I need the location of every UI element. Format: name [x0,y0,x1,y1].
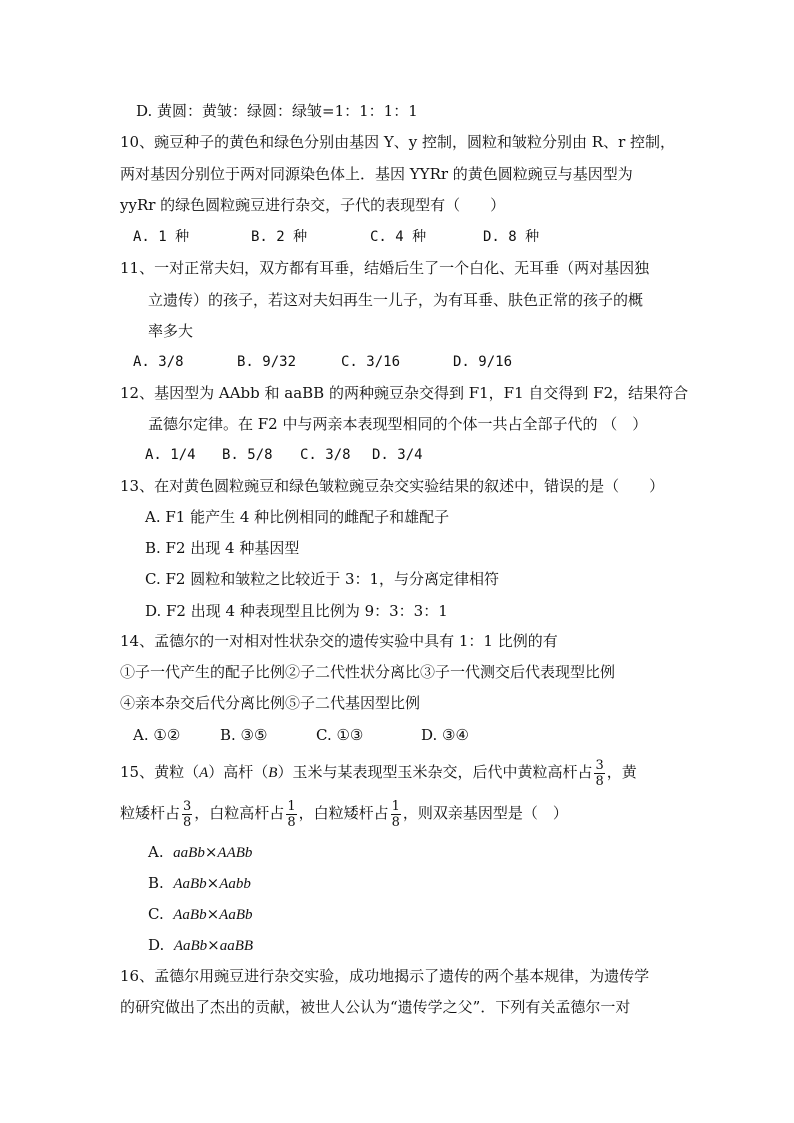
q13-stem: 13、在对黄色圆粒豌豆和绿色皱粒豌豆杂交实验结果的叙述中，错误的是（ ） [120,477,665,495]
q13-option-b: B. F2 出现 4 种基因型 [145,539,300,557]
q15-option-a [148,845,252,861]
genotype-right: Aabb [219,876,251,892]
q15-text-1c: ）玉米与某表现型玉米杂交，后代中黄粒高杆占 [277,763,593,781]
q11-stem-line2: 立遗传）的孩子，若这对夫妇再生一儿子，为有耳垂、肤色正常的孩子的概 [148,291,644,309]
q11-option-a: A. 3/8 [133,354,184,370]
q14-option-d: D. ③④ [421,726,469,744]
q14-option-c: C. ①③ [316,726,364,744]
cross-symbol: × [207,936,220,954]
q12-option-a: A. 1/4 [145,447,196,463]
q13-option-a: A. F1 能产生 4 种比例相同的雌配子和雄配子 [145,508,450,526]
q10-option-d: D. 8 种 [483,229,540,245]
cross-symbol: × [204,843,218,861]
genotype-right: aaBB [219,938,254,954]
genotype-left: AaBb [173,876,207,892]
q15-stem-line2 [120,798,568,829]
genotype-left: AaBb [173,938,208,954]
option-label: D. [148,936,165,954]
genotype-right: AaBb [219,907,253,923]
q15-fraction-white-tall [286,800,296,829]
option-label: A. [148,843,164,861]
q15-gene-a: A [199,765,209,781]
q15-fraction-white-short [391,800,401,829]
q11-option-b: B. 9/32 [237,354,297,370]
q9-option-d: D. 黄圆：黄皱：绿圆：绿皱=1：1：1：1 [136,102,418,120]
fraction-denominator: 8 [595,773,604,789]
q10-option-b: B. 2 种 [251,229,308,245]
q15-text-1b: ）高杆（ [208,763,269,781]
q15-option-d [148,938,253,954]
q14-items-line1: ①子一代产生的配子比例②子二代性状分离比③子一代测交后代表现型比例 [120,663,616,681]
q13-option-c: C. F2 圆粒和皱粒之比较近于 3：1，与分离定律相符 [145,570,500,588]
fraction-numerator: 1 [391,798,400,814]
q12-stem-line2: 孟德尔定律。在 F2 中与两亲本表现型相同的个体一共占全部子代的 （ ） [148,415,648,433]
q14-option-a: A. ①② [133,726,181,744]
q13-option-d: D. F2 出现 4 种表现型且比例为 9：3：3：1 [145,602,448,620]
q11-option-c: C. 3/16 [341,354,401,370]
q11-stem-line3: 率多大 [148,322,194,340]
q14-items-line2: ④亲本杂交后代分离比例⑤子二代基因型比例 [120,694,421,712]
q14-option-b: B. ③⑤ [220,726,268,744]
q15-text-1a: 15、黄粒（ [120,763,200,781]
genotype-left: AaBb [173,907,207,923]
q15-text-2c: ，白粒矮杆占 [298,804,389,822]
q15-gene-b: B [268,765,278,781]
q16-stem-line1: 16、孟德尔用豌豆进行杂交实验，成功地揭示了遗传的两个基本规律，为遗传学 [120,967,650,985]
fraction-numerator: 3 [595,757,604,773]
q12-stem-line1: 12、基因型为 AAbb 和 aaBB 的两种豌豆杂交得到 F1，F1 自交得到 F2，结果符合 [120,384,689,402]
fraction-numerator: 3 [183,798,192,814]
q15-stem-line1 [120,757,637,788]
q12-option-c: C. 3/8 [300,447,351,463]
fraction-numerator: 1 [287,798,296,814]
q15-fraction-yellow-tall [594,759,604,788]
q12-option-d: D. 3/4 [372,447,423,463]
fraction-denominator: 8 [391,814,400,830]
q15-fraction-yellow-short [182,800,192,829]
q15-option-b [148,876,251,892]
q12-option-b: B. 5/8 [222,447,273,463]
q10-stem-line3: yyRr 的绿色圆粒豌豆进行杂交，子代的表现型有（ ） [120,196,506,214]
q15-text-2b: ，白粒高杆占 [194,804,285,822]
option-label: B. [148,874,164,892]
q16-stem-line2: 的研究做出了杰出的贡献，被世人公认为“遗传学之父”．下列有关孟德尔一对 [120,998,631,1016]
cross-symbol: × [206,874,220,892]
q10-option-a: A. 1 种 [133,229,190,245]
q15-text-2a: 粒矮杆占 [120,804,181,822]
fraction-denominator: 8 [287,814,296,830]
q15-text-1d: ，黄 [606,763,637,781]
q11-option-d: D. 9/16 [453,354,513,370]
option-label: C. [148,905,164,923]
cross-symbol: × [206,905,220,923]
q10-option-c: C. 4 种 [370,229,427,245]
q10-stem-line1: 10、豌豆种子的黄色和绿色分别由基因 Y、y 控制，圆粒和皱粒分别由 R、r 控制， [120,133,676,151]
q14-stem: 14、孟德尔的一对相对性状杂交的遗传实验中具有 1：1 比例的有 [120,632,558,650]
q10-stem-line2: 两对基因分别位于两对同源染色体上．基因 YYRr 的黄色圆粒豌豆与基因型为 [120,165,633,183]
genotype-left: aaBb [173,845,205,861]
q15-option-c [148,907,253,923]
q15-text-2d: ，则双亲基因型是（ ） [402,804,568,822]
q11-stem-line1: 11、一对正常夫妇，双方都有耳垂，结婚后生了一个白化、无耳垂（两对基因独 [120,259,650,277]
genotype-right: AABb [217,845,253,861]
fraction-denominator: 8 [183,814,192,830]
